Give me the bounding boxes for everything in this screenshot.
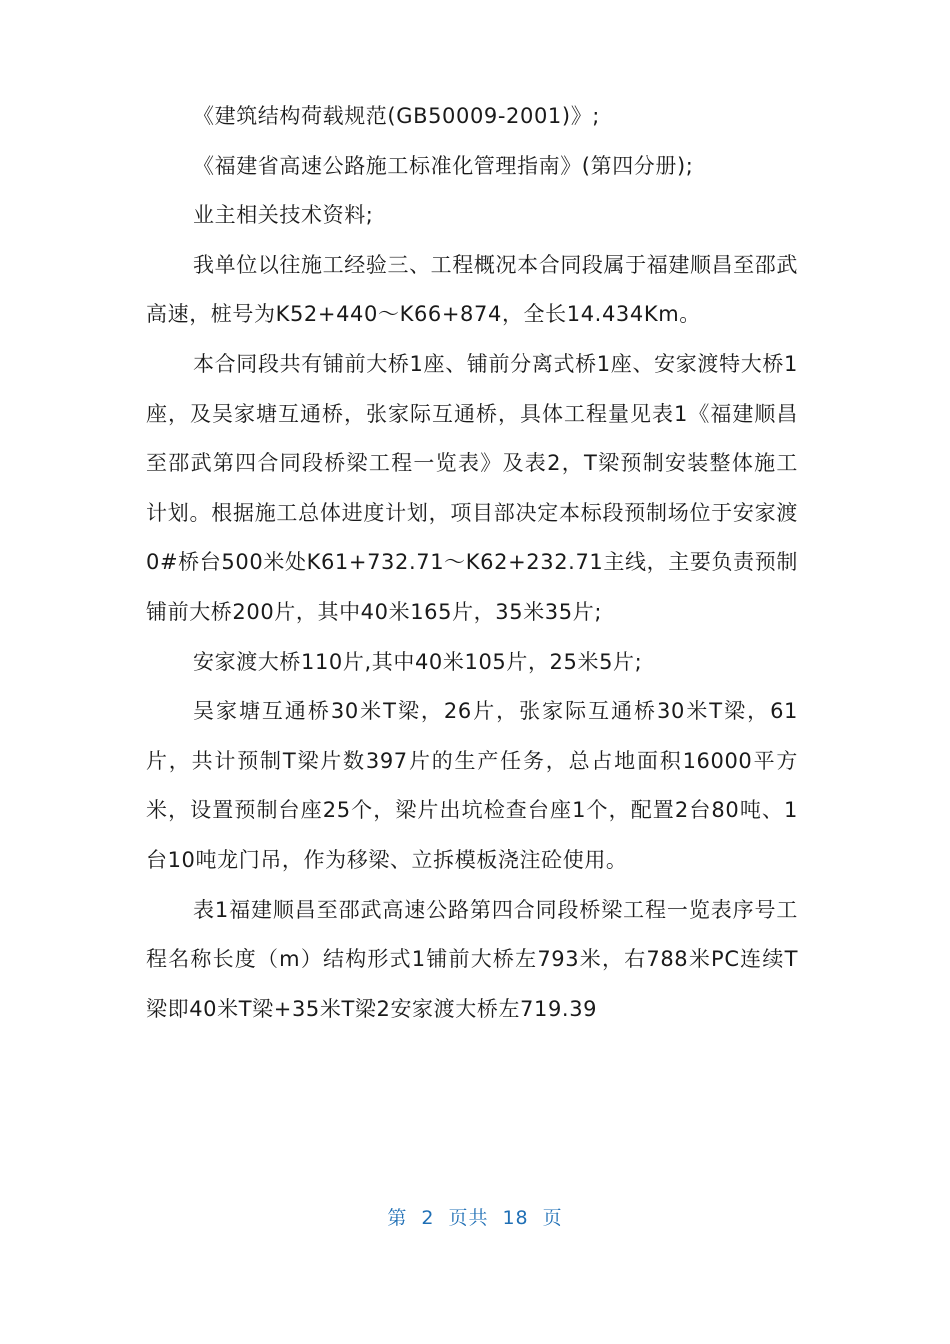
paragraph-project-overview: 我单位以往施工经验三、工程概况本合同段属于福建顺昌至邵武高速，桩号为K52+440～K66+874，全长14.434Km。 bbox=[146, 252, 798, 327]
footer-middle: 页共 bbox=[448, 1207, 489, 1229]
footer-total-pages: 18 bbox=[502, 1207, 529, 1229]
paragraph-table-1: 表1福建顺昌至邵武高速公路第四合同段桥梁工程一览表序号工程名称长度（m）结构形式1铺前大桥左793米，右788米PC连续T梁即40米T梁+35米T梁2安家渡大桥左719.39 bbox=[146, 897, 798, 1021]
paragraph-fujian-guide: 《福建省高速公路施工标准化管理指南》(第四分册); bbox=[193, 153, 694, 178]
paragraph-owner-docs: 业主相关技术资料; bbox=[193, 203, 374, 228]
paragraph-anjiadu-bridge: 安家渡大桥110片,其中40米105片，25米5片; bbox=[193, 649, 643, 674]
footer-prefix: 第 bbox=[387, 1207, 408, 1229]
page-footer bbox=[0, 1204, 950, 1232]
paragraph-production-task: 吴家塘互通桥30米T梁，26片，张家际互通桥30米T梁，61片，共计预制T梁片数397片的生产任务，总占地面积16000平方米，设置预制台座25个，梁片出坑检查台座1个，配置2台80吨、1台10吨龙门吊，作为移梁、立拆模板浇注砼使用。 bbox=[146, 699, 798, 872]
paragraph-bridge-list: 本合同段共有铺前大桥1座、铺前分离式桥1座、安家渡特大桥1座，及吴家塘互通桥，张家际互通桥，具体工程量见表1《福建顺昌至邵武第四合同段桥梁工程一览表》及表2，T梁预制安装整体施工计划。根据施工总体进度计划，项目部决定本标段预制场位于安家渡0#桥台500米处K61+732.71～K62+232.71主线，主要负责预制铺前大桥200片，其中40米165片，35米35片; bbox=[146, 351, 798, 624]
document-body bbox=[146, 92, 798, 1034]
footer-suffix: 页 bbox=[542, 1207, 563, 1229]
footer-current-page: 2 bbox=[421, 1207, 435, 1229]
paragraph-load-code: 《建筑结构荷载规范(GB50009-2001)》; bbox=[193, 104, 600, 128]
